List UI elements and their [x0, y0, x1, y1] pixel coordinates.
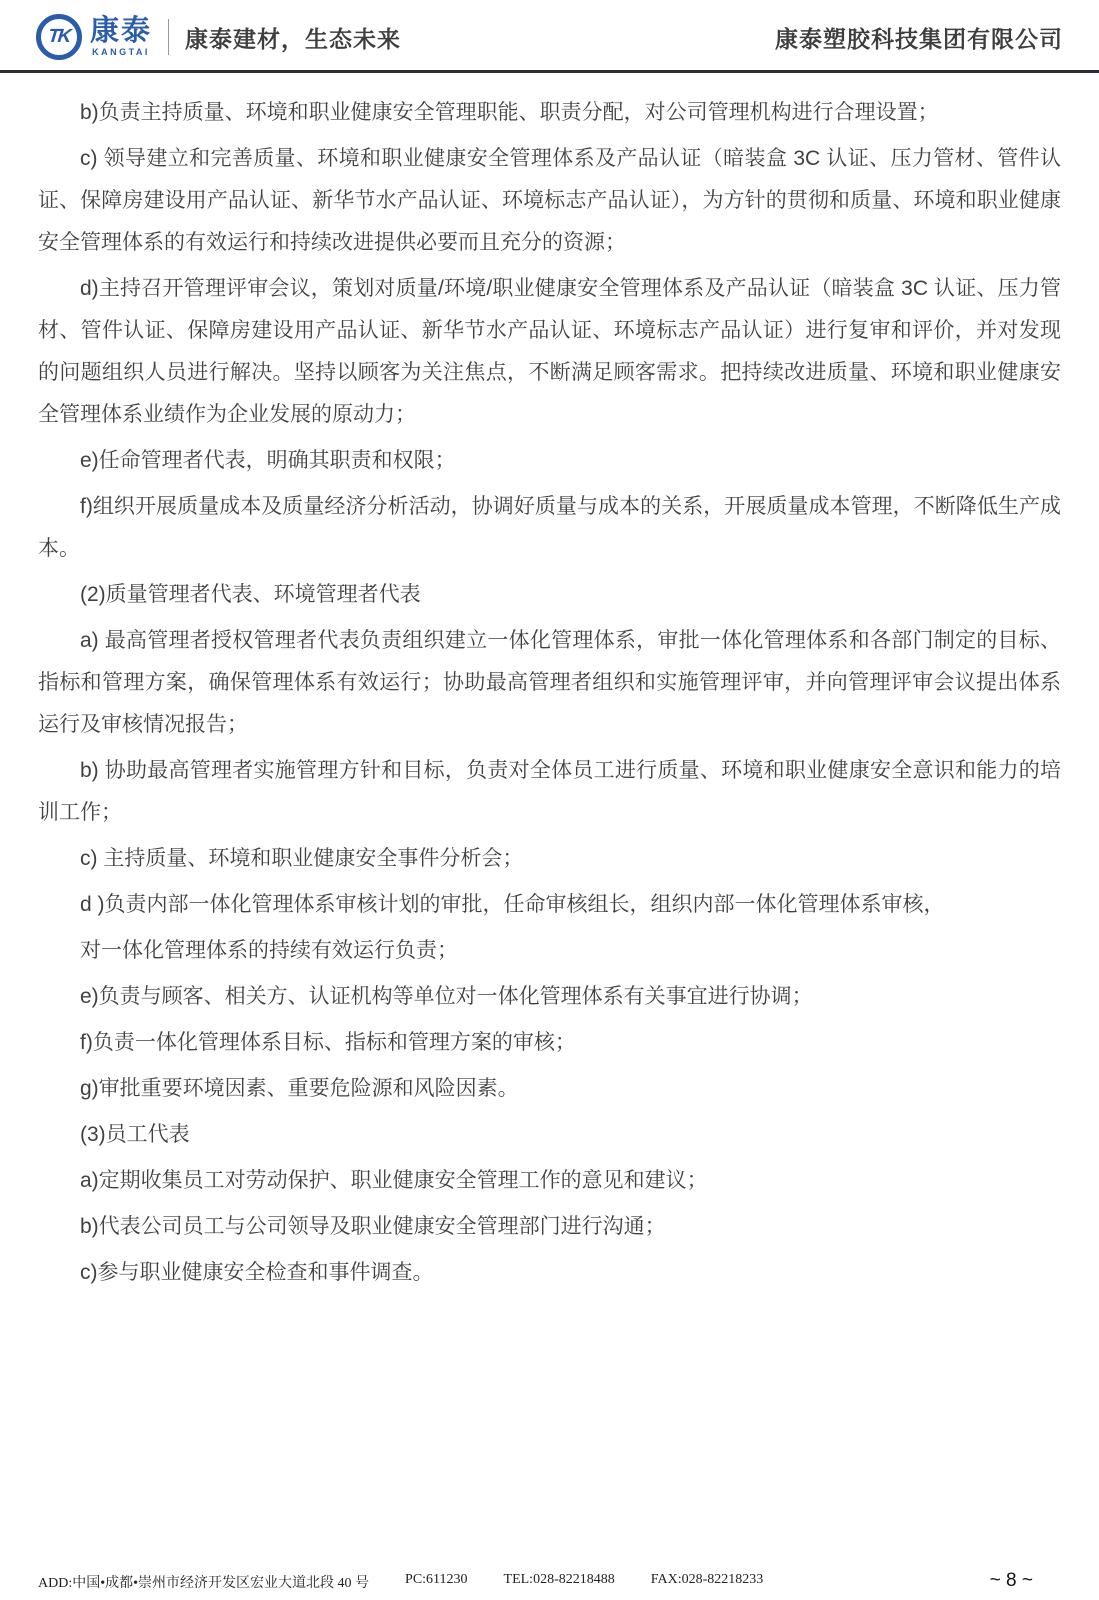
body-paragraph: a)定期收集员工对劳动保护、职业健康安全管理工作的意见和建议； [80, 1169, 708, 1192]
logo-monogram: TK [47, 26, 71, 47]
page-header [0, 0, 1099, 60]
footer-tel: TEL:028-82218488 [503, 1572, 615, 1587]
contact-info [38, 1572, 763, 1592]
logo-name-en: KANGTAI [92, 47, 150, 57]
page-number: ~ 8 ~ [989, 1570, 1033, 1591]
company-name: 康泰塑胶科技集团有限公司 [775, 25, 1063, 52]
body-paragraph: c)参与职业健康安全检查和事件调查。 [80, 1261, 434, 1284]
body-paragraph: c) 主持质量、环境和职业健康安全事件分析会； [80, 847, 524, 870]
body-paragraph: d )负责内部一体化管理体系审核计划的审批，任命审核组长，组织内部一体化管理体系审核， [80, 893, 945, 916]
logo-wordmark [90, 17, 152, 57]
footer-fax: FAX:028-82218233 [650, 1572, 764, 1587]
body-paragraph: b)代表公司员工与公司领导及职业健康安全管理部门进行沟通； [80, 1215, 666, 1238]
header-divider [168, 19, 169, 55]
body-paragraph: c) 领导建立和完善质量、环境和职业健康安全管理体系及产品认证（暗装盒 3C 认证、压力管材、管件认证、保障房建设用产品认证、新华节水产品认证、环境标志产品认证），为方针的贯彻和质量、环境和职业健康安全管理体系的有效运行和持续改进提供必要而且充分的资源； [38, 147, 1061, 254]
body-paragraph: g)审批重要环境因素、重要危险源和风险因素。 [80, 1077, 519, 1100]
document-body [0, 73, 1099, 1600]
body-paragraph: e)负责与顾客、相关方、认证机构等单位对一体化管理体系有关事宜进行协调； [80, 985, 813, 1008]
kangtai-logo-icon [36, 14, 82, 60]
body-paragraph: (3)员工代表 [80, 1123, 190, 1146]
logo-name-cn: 康泰 [90, 15, 153, 47]
body-paragraph: (2)质量管理者代表、环境管理者代表 [80, 583, 421, 606]
footer-postcode: PC:611230 [405, 1572, 468, 1587]
body-paragraph: 对一体化管理体系的持续有效运行负责； [80, 939, 458, 962]
body-paragraph: a) 最高管理者授权管理者代表负责组织建立一体化管理体系，审批一体化管理体系和各部门制定的目标、指标和管理方案，确保管理体系有效运行；协助最高管理者组织和实施管理评审，并向管理评审会议提出体系运行及审核情况报告； [38, 629, 1061, 736]
company-tagline: 康泰建材，生态未来 [185, 25, 402, 52]
logo-block [36, 14, 401, 60]
body-paragraph: f)组织开展质量成本及质量经济分析活动，协调好质量与成本的关系，开展质量成本管理，不断降低生产成本。 [38, 495, 1061, 560]
body-paragraph: b)负责主持质量、环境和职业健康安全管理职能、职责分配，对公司管理机构进行合理设置； [80, 101, 939, 124]
body-paragraph: d)主持召开管理评审会议，策划对质量/环境/职业健康安全管理体系及产品认证（暗装盒 3C 认证、压力管材、管件认证、保障房建设用产品认证、新华节水产品认证、环境标志产品认证）进行复审和评价，并对发现的问题组织人员进行解决。坚持以顾客为关注焦点，不断满足顾客需求。把持续改进质量、环境和职业健康安全管理体系业绩作为企业发展的原动力； [38, 277, 1061, 426]
body-paragraph: e)任命管理者代表，明确其职责和权限； [80, 449, 456, 472]
body-paragraph: f)负责一体化管理体系目标、指标和管理方案的审核； [80, 1031, 576, 1054]
footer-address: ADD:中国•成都•崇州市经济开发区宏业大道北段 40 号 [38, 1576, 370, 1591]
page-footer [38, 1570, 1061, 1592]
body-paragraph: b) 协助最高管理者实施管理方针和目标，负责对全体员工进行质量、环境和职业健康安全意识和能力的培训工作； [38, 759, 1061, 824]
